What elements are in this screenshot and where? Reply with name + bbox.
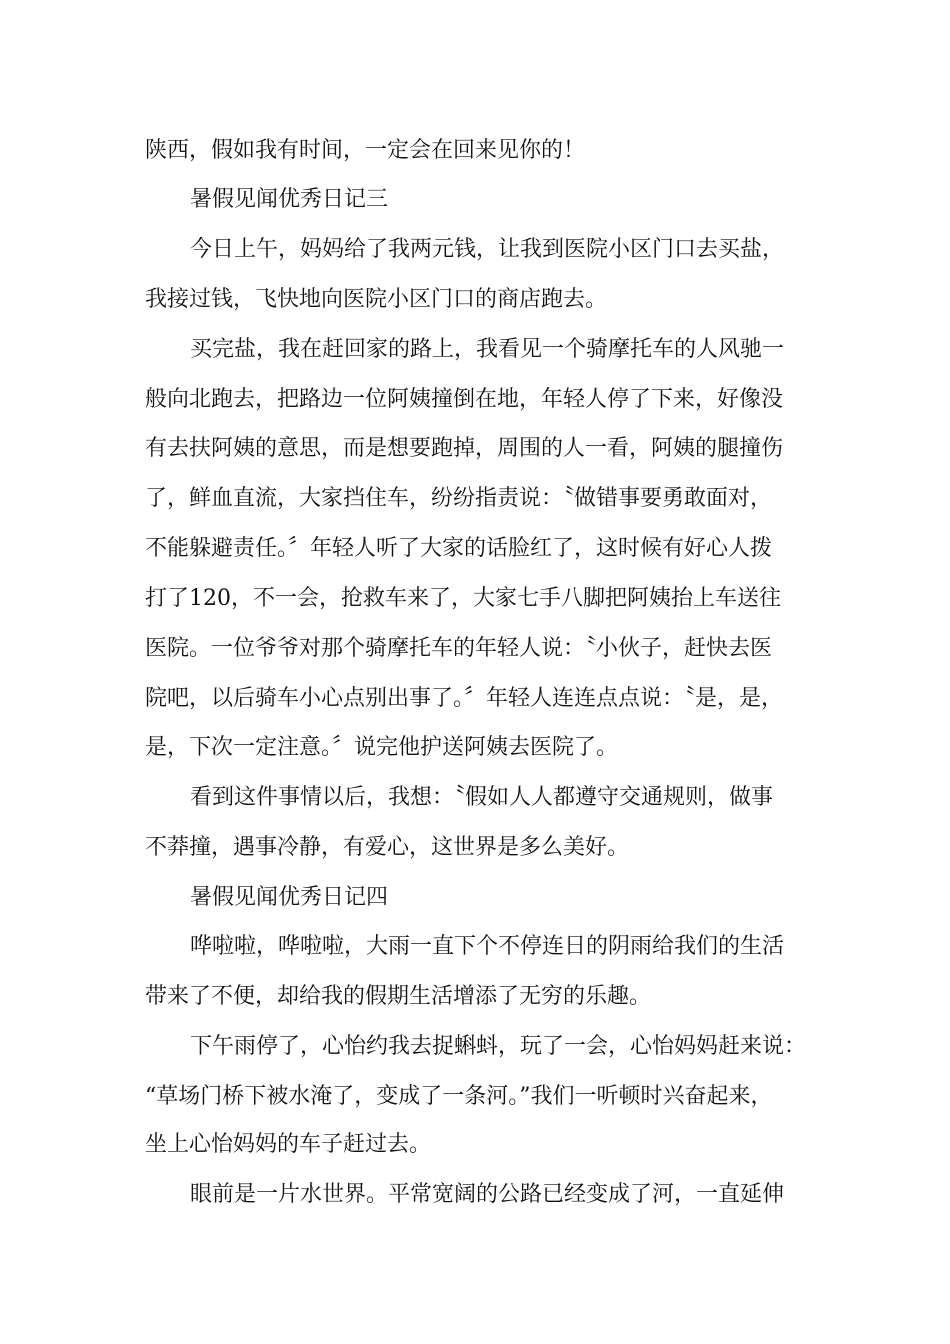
text-line: 哗啦啦，哗啦啦，大雨一直下个不停连日的阴雨给我们的生活	[190, 934, 785, 959]
text-line: 带来了不便，却给我的假期生活增添了无穷的乐趣。	[145, 984, 652, 1009]
text-line: 不莽撞，遇事冷静，有爱心，这世界是多么美好。	[145, 835, 630, 860]
text-line: 买完盐，我在赶回家的路上，我看见一个骑摩托车的人风驰一	[190, 337, 785, 362]
text-line: 今日上午，妈妈给了我两元钱，让我到医院小区门口去买盐，	[190, 237, 785, 262]
text-line: 了，鲜血直流，大家挡住车，纷纷指责说：〝做错事要勇敢面对，	[145, 486, 773, 511]
text-line: 不能躲避责任。〞年轻人听了大家的话脸红了，这时候有好心人拨	[145, 536, 773, 561]
text-line: 坐上心怡妈妈的车子赶过去。	[145, 1132, 432, 1157]
text-line: 眼前是一片水世界。平常宽阔的公路已经变成了河，一直延伸	[190, 1182, 785, 1207]
text-line: 般向北跑去，把路边一位阿姨撞倒在地，年轻人停了下来，好像没	[145, 387, 784, 412]
text-line: 打了120，不一会，抢救车来了，大家七手八脚把阿姨抬上车送往	[145, 586, 781, 611]
text-line: 下午雨停了，心怡约我去捉蝌蚪，玩了一会，心怡妈妈赶来说：	[190, 1034, 807, 1059]
text-line: 看到这件事情以后，我想：〝假如人人都遵守交通规则，做事	[190, 785, 774, 810]
section-heading: 暑假见闻优秀日记三	[190, 187, 389, 212]
section-heading: 暑假见闻优秀日记四	[190, 885, 389, 910]
text-line: “草场门桥下被水淹了，变成了一条河。”我们一听顿时兴奋起来，	[145, 1084, 773, 1109]
text-line: 医院。一位爷爷对那个骑摩托车的年轻人说：〝小伙子，赶快去医	[145, 636, 773, 661]
text-line: 是，下次一定注意。〞说完他护送阿姨去医院了。	[145, 735, 619, 760]
text-line: 有去扶阿姨的意思，而是想要跑掉，周围的人一看，阿姨的腿撞伤	[145, 436, 784, 461]
text-line: 我接过钱，飞快地向医院小区门口的商店跑去。	[145, 287, 608, 312]
text-line: 陕西，假如我有时间，一定会在回来见你的！	[145, 138, 586, 163]
text-line: 院吧，以后骑车小心点别出事了。〞年轻人连连点点说：〝是，是，	[145, 686, 784, 711]
